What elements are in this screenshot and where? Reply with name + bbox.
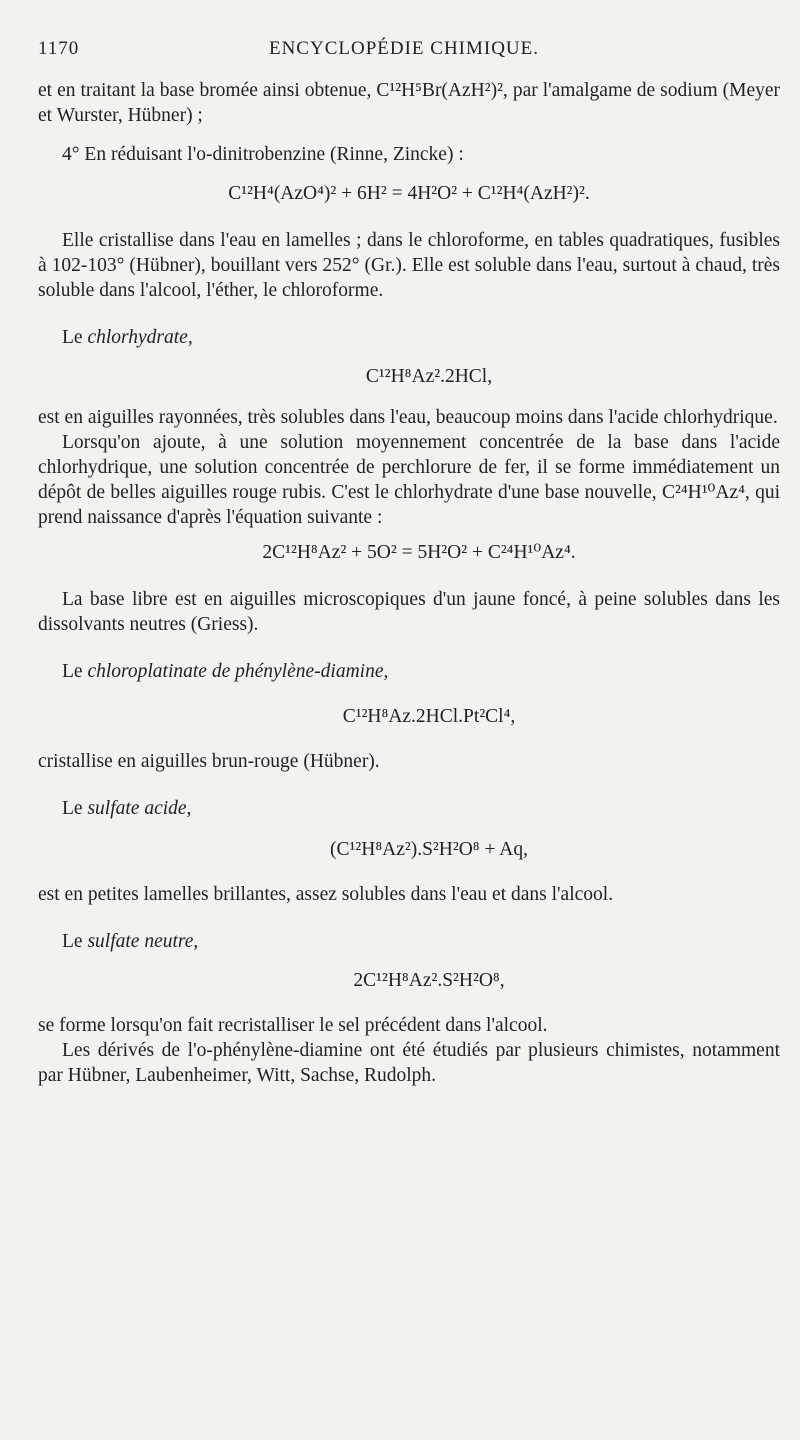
formula: 2C¹²H⁸Az² + 5O² = 5H²O² + C²⁴H¹⁰Az⁴.	[262, 542, 576, 563]
paragraph: Elle cristallise dans l'eau en lamelles ; dans le chloroforme, en tables quadratiques, fusibles à 102-103° (Hübner), bouillant vers 252° (Gr.). Elle est soluble dans l'eau, surtout à chaud, très soluble dans l'alcool, l'éther, le chloroforme.	[38, 230, 780, 301]
formula: C¹²H⁸Az.2HCl.Pt²Cl⁴,	[342, 706, 516, 727]
compound-name: sulfate acide,	[87, 798, 192, 819]
paragraph	[38, 796, 780, 821]
paragraph-lead: Le	[62, 798, 88, 819]
paragraph-lead: Le	[62, 931, 88, 952]
paragraph: La base libre est en aiguilles microscopiques d'un jaune foncé, à peine solubles dans les dissolvants neutres (Griess).	[38, 589, 780, 635]
paragraph: est en aiguilles rayonnées, très solubles dans l'eau, beaucoup moins dans l'acide chlorhydrique.	[38, 407, 778, 428]
paragraph: Les dérivés de l'o-phénylène-diamine ont été étudiés par plusieurs chimistes, notamment par Hübner, Laubenheimer, Witt, Sachse, Rudolph.	[38, 1040, 780, 1086]
paragraph: Lorsqu'on ajoute, à une solution moyennement concentrée de la base dans l'acide chlorhydrique, une solution concentrée de perchlorure de fer, il se forme immédiatement un dépôt de belles aiguilles rouge rubis. C'est le chlorhydrate d'une base nouvelle, C²⁴H¹⁰Az⁴, qui prend naissance d'après l'équation suivante :	[38, 432, 780, 528]
paragraph-lead: Le	[62, 327, 88, 348]
paragraph: est en petites lamelles brillantes, assez solubles dans l'eau et dans l'alcool.	[38, 884, 614, 905]
formula: C¹²H⁸Az².2HCl,	[365, 366, 493, 387]
paragraph-lead: Le	[62, 661, 88, 682]
paragraph: cristallise en aiguilles brun-rouge (Hübner).	[38, 751, 380, 772]
paragraph	[38, 325, 780, 350]
formula: C¹²H⁴(AzO⁴)² + 6H² = 4H²O² + C¹²H⁴(AzH²)².	[228, 183, 590, 204]
page-body	[38, 78, 780, 1088]
page-number: 1170	[38, 38, 80, 59]
page-header	[38, 38, 770, 62]
formula: 2C¹²H⁸Az².S²H²O⁸,	[353, 970, 505, 991]
paragraph: se forme lorsqu'on fait recristalliser le sel précédent dans l'alcool.	[38, 1015, 548, 1036]
running-title: ENCYCLOPÉDIE CHIMIQUE.	[268, 38, 540, 59]
paragraph: 4° En réduisant l'o-dinitrobenzine (Rinne, Zincke) :	[62, 144, 464, 165]
paragraph	[38, 929, 780, 954]
paragraph	[38, 659, 780, 684]
compound-name: chlorhydrate,	[87, 327, 193, 348]
compound-name: chloroplatinate de phénylène-diamine,	[87, 661, 389, 682]
compound-name: sulfate neutre,	[87, 931, 199, 952]
formula: (C¹²H⁸Az²).S²H²O⁸ + Aq,	[330, 839, 528, 860]
paragraph: et en traitant la base bromée ainsi obtenue, C¹²H⁵Br(AzH²)², par l'amalgame de sodium (Meyer et Wurster, Hübner) ;	[38, 80, 780, 126]
